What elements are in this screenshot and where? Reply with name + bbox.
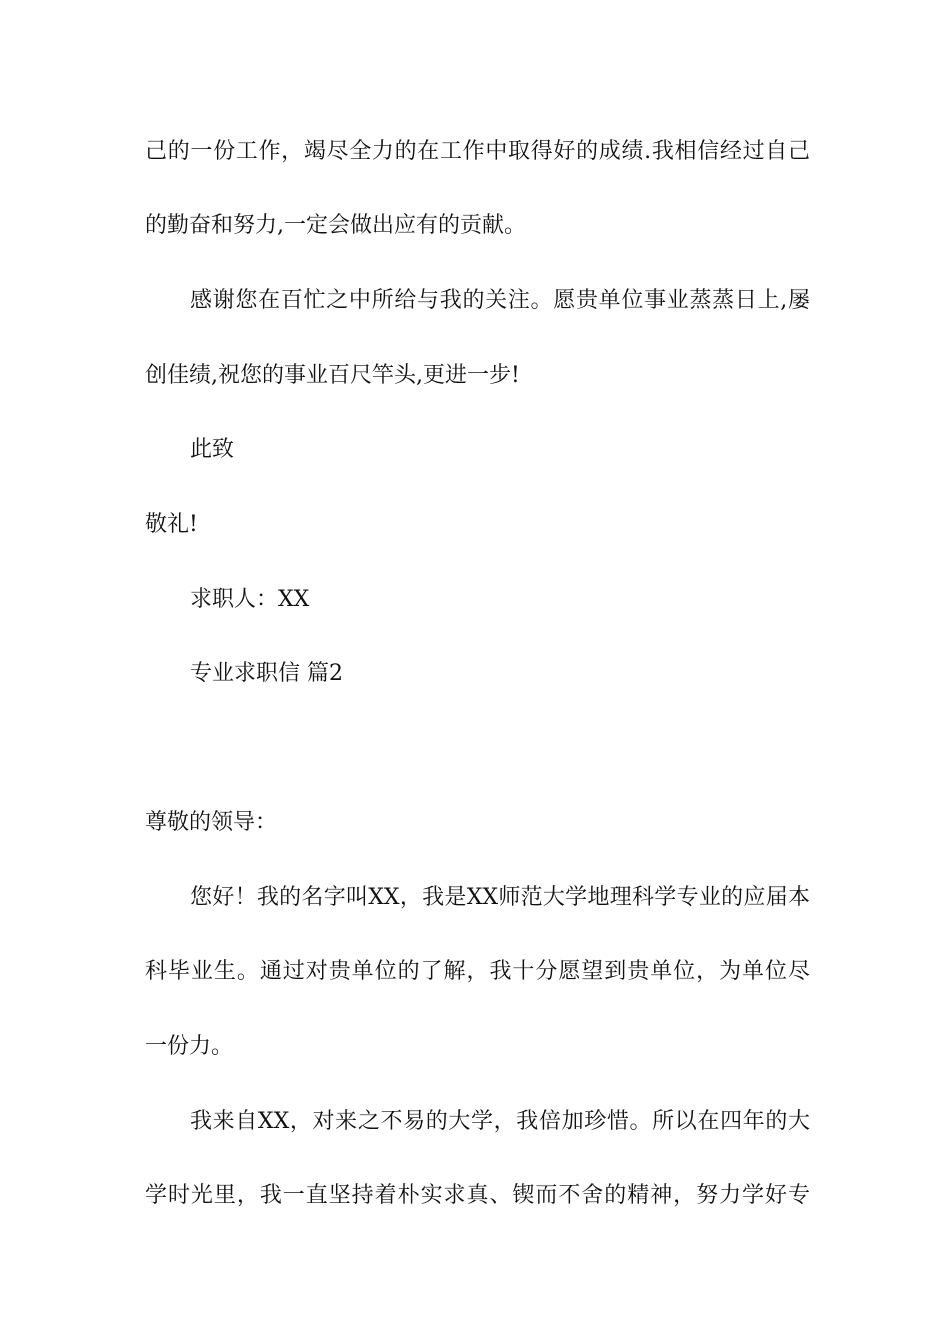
- paragraph-line: 科毕业生。通过对贵单位的了解，我十分愿望到贵单位，为单位尽: [145, 959, 810, 984]
- paragraph-line: 的勤奋和努力,一定会做出应有的贡献。: [145, 213, 526, 238]
- signature-line: 求职人：XX: [190, 587, 310, 612]
- paragraph-line: 学时光里，我一直坚持着朴实求真、锲而不舍的精神，努力学好专: [145, 1183, 810, 1208]
- salutation-closing: 敬礼!: [145, 512, 198, 537]
- paragraph-line: 您好！我的名字叫XX，我是XX师范大学地理科学专业的应届本: [190, 885, 810, 910]
- closing-phrase: 此致: [190, 437, 235, 462]
- greeting-line: 尊敬的领导：: [145, 810, 278, 835]
- paragraph-line: 感谢您在百忙之中所给与我的关注。愿贵单位事业蒸蒸日上,屡: [190, 288, 810, 313]
- paragraph-line: 己的一份工作，竭尽全力的在工作中取得好的成绩.我相信经过自己: [145, 139, 810, 164]
- section-heading: 专业求职信 篇2: [190, 661, 343, 686]
- paragraph-line: 创佳绩,祝您的事业百尺竿头,更进一步!: [145, 363, 520, 388]
- paragraph-line: 一份力。: [145, 1034, 234, 1059]
- paragraph-line: 我来自XX，对来之不易的大学，我倍加珍惜。所以在四年的大: [190, 1109, 810, 1134]
